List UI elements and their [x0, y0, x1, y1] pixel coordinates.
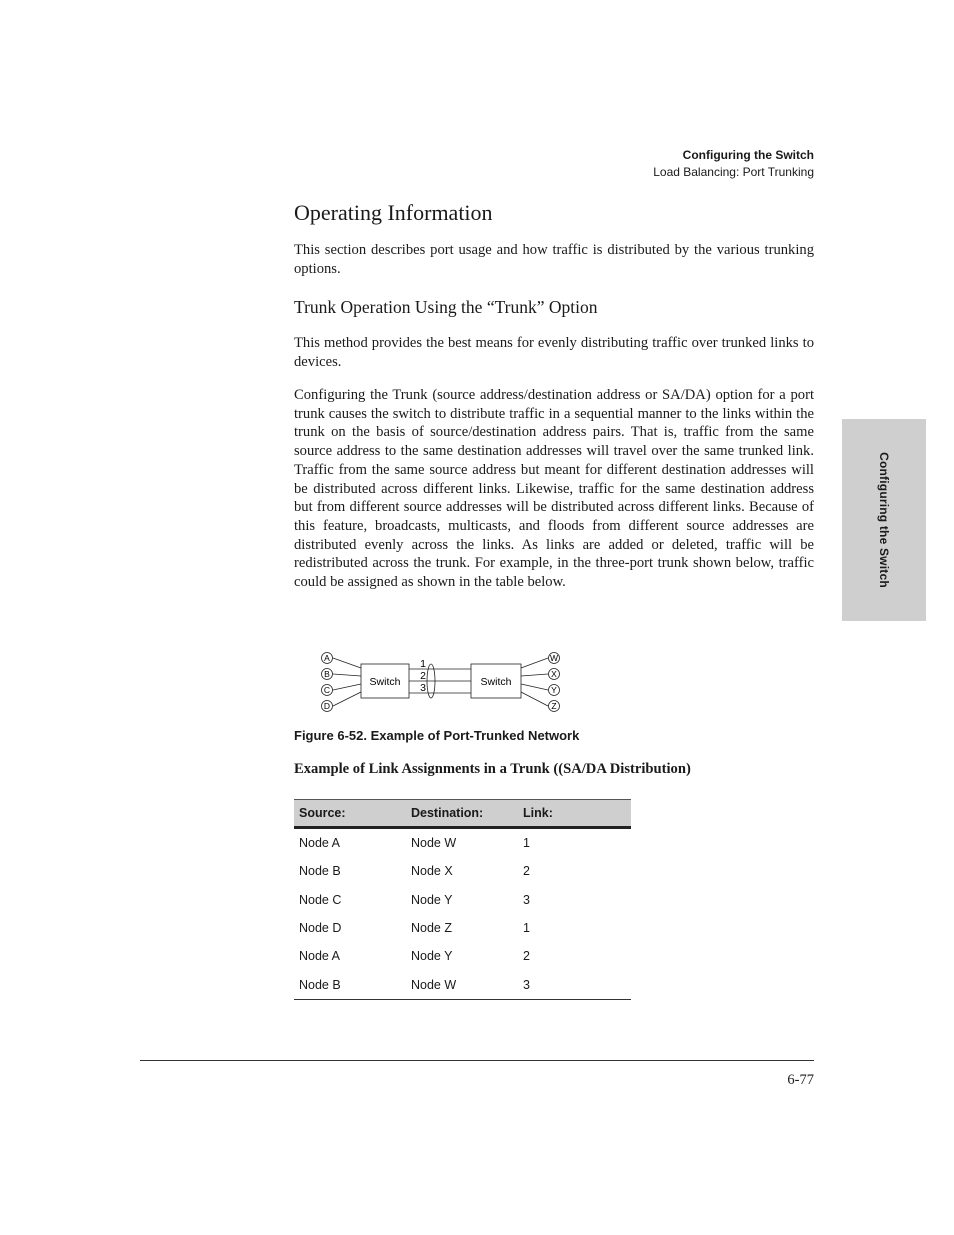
- node-w-label: W: [549, 653, 559, 663]
- node-y-label: Y: [551, 685, 557, 695]
- intro-paragraph: This section describes port usage and how traffic is distributed by the various trunking options.: [294, 242, 814, 277]
- node-d-label: D: [323, 701, 331, 711]
- side-tab-label: Configuring the Switch: [877, 452, 891, 588]
- running-header: [653, 147, 814, 181]
- footer-divider: [140, 1060, 814, 1061]
- header-link: Link:: [518, 800, 631, 828]
- cell-destination: Node X: [411, 864, 453, 879]
- header-source: Source:: [294, 800, 406, 828]
- cell-destination: Node Y: [411, 949, 453, 964]
- body-paragraph-2: Configuring the Trunk (source address/destination address or SA/DA) option for a port trunk causes the switch to distribute traffic in a sequential manner to the links within the trunk on the basis of source/destination address pairs. That is, traffic from the same source address to the same destination addresses will travel over the same trunked link. Traffic from the same source address but meant for different destination addresses will be distributed across different links. Likewise, traffic for the same destination address but from different source addresses will be distributed across different links. Because of this feature, broadcasts, multicasts, and floods from different source addresses are distributed evenly across the links. As links are added or deleted, traffic will be redistributed across the trunk. For example, in the three-port trunk shown below, traffic could be assigned as shown in the table below.: [294, 387, 814, 591]
- header-chapter: Configuring the Switch: [682, 148, 814, 162]
- link-label-2: 2: [420, 670, 426, 682]
- cell-source: Node A: [299, 949, 341, 964]
- cell-source: Node D: [299, 921, 342, 936]
- table-row: [294, 942, 631, 970]
- node-a-label: A: [324, 653, 330, 663]
- cell-link: 2: [523, 864, 530, 879]
- section-title: Operating Information: [294, 200, 493, 225]
- node-z-label: Z: [551, 701, 557, 711]
- body-paragraph-1: This method provides the best means for evenly distributing traffic over trunked links to devices.: [294, 335, 814, 370]
- table-row: [294, 828, 631, 858]
- trunk-network-diagram: [315, 648, 575, 718]
- node-b-label: B: [324, 669, 330, 679]
- cell-source: Node C: [299, 892, 342, 907]
- table-row: [294, 886, 631, 914]
- cell-link: 1: [523, 921, 530, 936]
- table-row: [294, 914, 631, 942]
- link-label-1: 1: [420, 658, 426, 670]
- link-assignment-table: [294, 799, 631, 1000]
- cell-destination: Node W: [411, 836, 457, 851]
- node-c-label: C: [323, 685, 331, 695]
- cell-source: Node B: [299, 864, 341, 879]
- cell-destination: Node Y: [411, 892, 453, 907]
- cell-destination: Node W: [406, 970, 518, 999]
- cell-source: Node A: [299, 836, 341, 851]
- table-header-row: [294, 800, 631, 828]
- page-number: 6-77: [787, 1072, 814, 1088]
- cell-link: 3: [518, 970, 631, 999]
- table-row: [294, 970, 631, 999]
- left-switch-label: Switch: [369, 676, 401, 688]
- cell-destination: Node Z: [411, 921, 452, 936]
- cell-link: 2: [523, 949, 530, 964]
- right-switch-label: Switch: [480, 676, 512, 688]
- cell-link: 1: [523, 836, 530, 851]
- cell-source: Node B: [294, 970, 406, 999]
- header-destination: Destination:: [406, 800, 518, 828]
- subsection-title: Trunk Operation Using the “Trunk” Option: [294, 297, 598, 317]
- chapter-side-tab: [842, 419, 926, 621]
- table-row: [294, 857, 631, 885]
- figure-caption: Figure 6-52. Example of Port-Trunked Network: [294, 728, 580, 743]
- cell-link: 3: [523, 892, 530, 907]
- node-x-label: X: [551, 669, 557, 679]
- link-label-3: 3: [420, 682, 426, 694]
- table-title: Example of Link Assignments in a Trunk ((SA/DA Distribution): [294, 761, 691, 777]
- header-section: Load Balancing: Port Trunking: [653, 165, 814, 179]
